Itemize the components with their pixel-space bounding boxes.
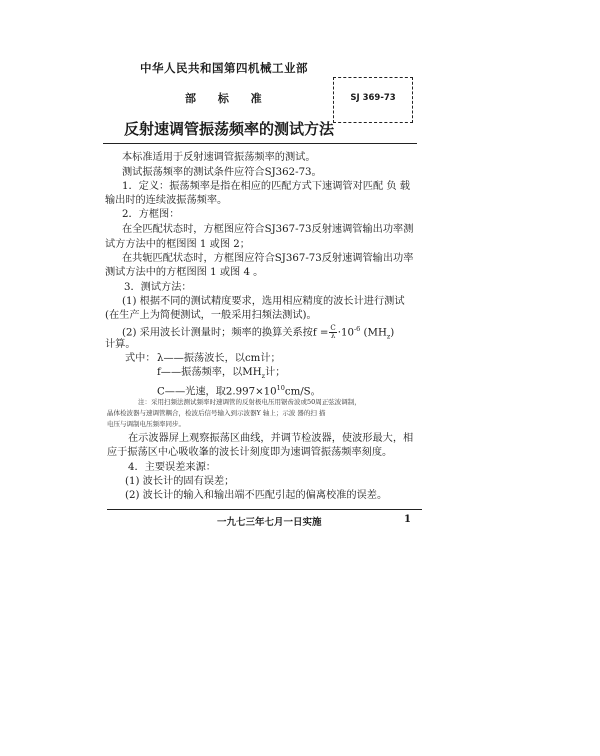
ministry-name: 中华人民共和国第四机械工业部 [140, 61, 308, 75]
error-sources-heading: 4．主要误差来源： [128, 462, 216, 473]
top-divider [103, 143, 417, 144]
where-label: 式中： [125, 353, 156, 364]
formula-numerator: C [330, 323, 336, 332]
definition-line-2: 输出时的连续波振荡频率。 [105, 195, 228, 206]
method-1-line-1: (1) 根据不同的测试精度要求，选用相应精度的波长计进行测试 [122, 296, 405, 307]
method-2-line-2: 计算。 [105, 339, 136, 350]
formula-fraction [329, 325, 336, 340]
definition-line-1: 1．定义：振荡频率是指在相应的匹配方式下速调管对匹配 负 载 [122, 181, 411, 192]
variable-c-tail: cm/S。 [284, 386, 321, 398]
standard-code-box [333, 77, 413, 123]
intro-scope: 本标准适用于反射速调管振荡频率的测试。 [122, 152, 316, 163]
note-line-3: 电压与调制电压频率同步。 [107, 420, 185, 428]
formula-tail: ·10 [337, 327, 354, 339]
standard-label: 部 标 准 [185, 92, 262, 105]
observe-line-1: 在示波器屏上观察振荡区曲线，并调节检波器，使波形最大，相 [128, 433, 414, 444]
bottom-divider [107, 509, 422, 510]
method-2-prefix: (2) 采用波长计测量时；频率的换算关系按f = [122, 327, 329, 339]
formula-unit: (MH [360, 327, 387, 339]
formula-unit-sub: z [386, 332, 391, 341]
variable-lambda: λ——振荡波长，以cm计； [157, 353, 281, 364]
note-line-1: 注：采用扫频法测试频率时速调管的反射极电压用锯齿波或50周正弦波调制， [138, 398, 361, 406]
test-method-heading: 3．测试方法： [124, 282, 192, 293]
variable-f-text: f——振荡频率，以MH [157, 367, 262, 378]
error-item-1: (1) 波长计的固有误差； [125, 476, 235, 487]
formula-unit-close: ) [390, 327, 395, 339]
block-diagram-b-line-1: 在共轭匹配状态时，方框图应符合SJ367-73反射速调管输出功率 [122, 253, 414, 264]
error-item-2: (2) 波长计的输入和输出端不匹配引起的偏离校准的误差。 [125, 490, 388, 501]
variable-c-text: C——光速，取2.997×10 [157, 386, 277, 398]
observe-line-2: 应于振荡区中心吸收峯的波长计刻度即为速调管振荡频率刻度。 [107, 447, 393, 458]
effective-date: 一九七三年七月一日实施 [217, 517, 322, 528]
formula-denominator: λ [330, 331, 336, 340]
block-diagram-heading: 2．方框图： [122, 209, 180, 220]
method-2-formula-line [122, 322, 394, 343]
document-title: 反射速调管振荡频率的测试方法 [124, 120, 335, 138]
variable-c-exp: 10 [276, 384, 285, 392]
variable-f-tail: 计； [265, 367, 286, 378]
block-diagram-a-line-2: 试方方法中的框图图 1 或图 2； [105, 239, 250, 250]
block-diagram-a-line-1: 在全匹配状态时，方框图应符合SJ367-73反射速调管输出功率测 [122, 224, 414, 235]
note-line-2: 晶体检波器与速调管耦合，检波后信号输入到示波器Y 轴上；示波 器的扫 描 [107, 409, 326, 417]
block-diagram-b-line-2: 测试方法中的方框图图 1 或图 4 。 [105, 267, 264, 278]
intro-conditions: 测试振荡频率的测试条件应符合SJ362-73。 [122, 167, 322, 178]
variable-f-sub: z [261, 372, 266, 381]
formula-exponent: -6 [353, 325, 361, 333]
standard-code: SJ 369-73 [350, 93, 396, 103]
page-number: 1 [404, 514, 411, 525]
method-1-line-2: (在生产上为简便测试，一般采用扫频法测试)。 [105, 310, 317, 321]
